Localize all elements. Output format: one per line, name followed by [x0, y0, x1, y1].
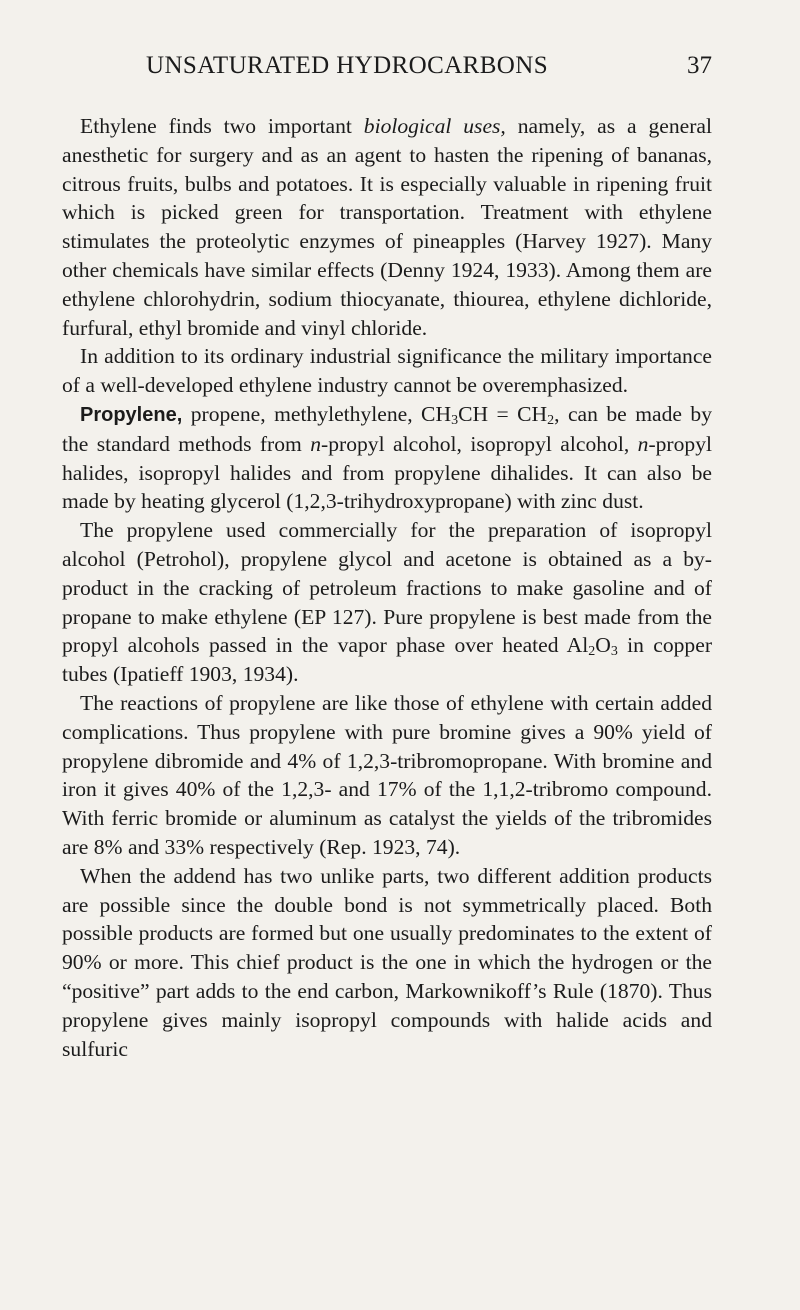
paragraph-reactions: The reactions of propylene are like those of ethylene with certain added complications. Thus propylene with pure bromine gives a 90% yield of propylene dibromide and 4% of 1,2,3-tribromopropane. With bromine and iron it gives 40% of the 1,2,3- and 17% of the 1,1,2-tribromo compound. With ferric bromide or aluminum as catalyst the yields of the tribromides are 8% and 33% respectively (Rep. 1923, 74). — [62, 690, 712, 859]
p4-subscript-1: 2 — [588, 644, 596, 660]
running-head: UNSATURATED HYDROCARBONS — [146, 52, 549, 79]
p3-subscript-2: 2 — [547, 412, 555, 428]
p4-text-a: The propylene used commercially for the preparation of isopropyl alcohol (Petrohol), propylene glycol and acetone is obtained as a by-product in the cracking of petroleum fractions to make gasoline and of propane to make ethylene (EP 127). Pure propylene is best made from the propyl alcohols passed in the vapor phase over heated Al — [62, 518, 712, 658]
paragraph-propylene-intro — [62, 400, 712, 516]
p3-text-d: -propyl alcohol, isopropyl alcohol, — [321, 431, 638, 456]
paragraph-commercial-propylene — [62, 516, 712, 689]
page-header — [62, 46, 712, 86]
p4-subscript-2: 3 — [610, 644, 618, 660]
p4-text-b: O — [595, 633, 611, 658]
paragraph-military-importance: In addition to its ordinary industrial significance the military importance of a well-developed ethylene industry cannot be overemphasized. — [62, 344, 712, 398]
p3-text-e: -propyl halides, isopropyl halides and from propylene dihalides. It can also be made by heating glycerol (1,2,3-trihydroxypropane) with zinc dust. — [62, 431, 713, 514]
body-text — [62, 112, 712, 1063]
p1-text-c: namely, as a general anesthetic for surgery and as an agent to hasten the ripening of bananas, citrous fruits, bulbs and potatoes. It is especially valuable in ripening fruit which is picked green for transportation. Treatment with ethylene stimulates the proteolytic enzymes of pineapples (Harvey 1927). Many other chemicals have similar effects (Denny 1924, 1933). Among them are ethylene chlorohydrin, sodium thiocyanate, thiourea, ethylene dichloride, furfural, ethyl bromide and vinyl chloride. — [62, 114, 712, 340]
p4-text-c: in copper tubes (Ipatieff 1903, 1934). — [62, 633, 713, 687]
p3-text-a: propene, methylethylene, CH — [182, 401, 452, 426]
p1-text-a: Ethylene finds two important — [80, 114, 364, 138]
paragraph-markownikoff: When the addend has two unlike parts, two different addition products are possible since the double bond is not symmetrically placed. Both possible products are formed but one usually predominates to the extent of 90% or more. This chief product is the one in which the hydrogen or the “positive” part adds to the end carbon, Markownikoff’s Rule (1870). Thus propylene gives mainly isopropyl compounds with halide acids and sulfuric — [62, 863, 712, 1061]
book-page — [62, 46, 712, 1063]
p1-italic-phrase: biological uses, — [363, 114, 506, 138]
page-number: 37 — [687, 52, 712, 79]
p3-text-b: CH = CH — [458, 401, 548, 426]
p3-italic-n-1: n — [310, 431, 322, 456]
term-propylene: Propylene, — [80, 403, 183, 426]
p3-text-c: , can be made by the standard methods from — [62, 401, 712, 456]
p3-italic-n-2: n — [637, 431, 649, 456]
p3-subscript-1: 3 — [451, 412, 459, 428]
paragraph-biological-uses — [62, 112, 712, 342]
